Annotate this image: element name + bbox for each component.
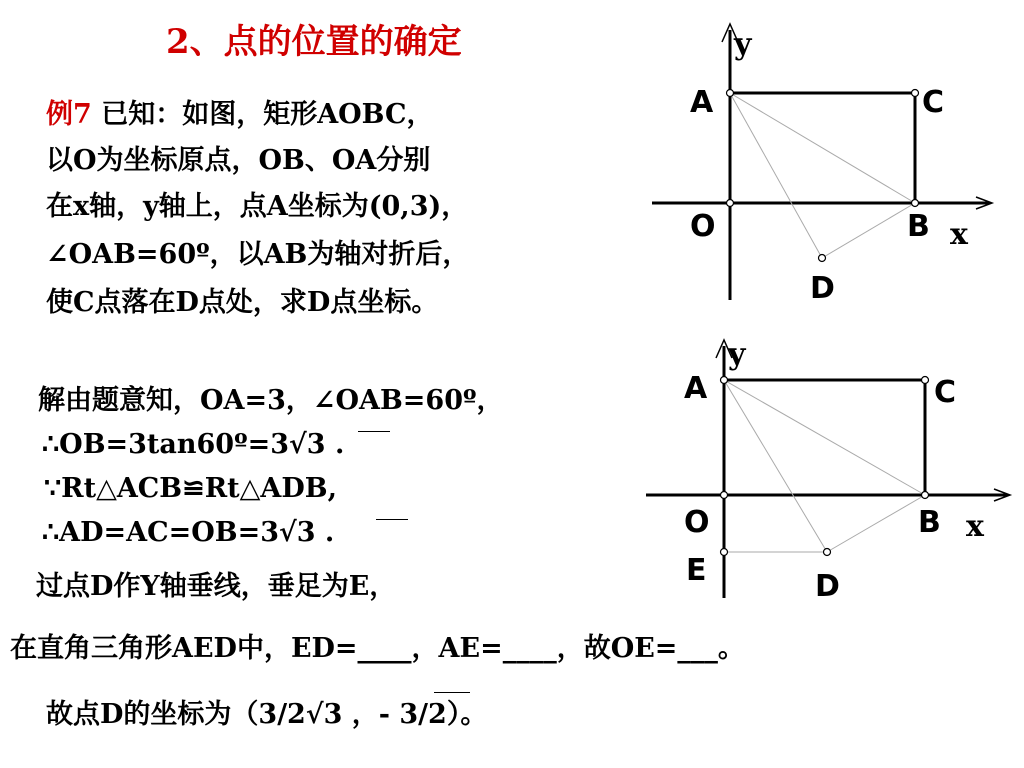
solution-line-3: ∵Rt△ACB≌Rt△ADB,	[44, 473, 337, 504]
bottom-label-e: E	[686, 553, 707, 588]
bottom-label-b: B	[918, 505, 941, 540]
bottom-point-e	[721, 549, 728, 556]
top-label-d: D	[810, 271, 835, 306]
bottom-point-a	[721, 377, 728, 384]
solution-line-7: 故点D的坐标为（3/2√3 ，- 3/2）。	[46, 699, 488, 730]
bottom-label-d: D	[815, 569, 840, 604]
bottom-fold-ab	[724, 380, 925, 495]
top-label-a: A	[690, 85, 714, 120]
example-line-4: ∠OAB=60º，以AB为轴对折后，	[46, 239, 470, 270]
top-label-y: y	[734, 27, 752, 62]
bottom-label-x: x	[966, 509, 984, 544]
example-line-3: 在x轴，y轴上，点A坐标为(0,3)，	[46, 191, 469, 222]
solution-line-2: ∴OB=3tan60º=3√3 .	[42, 429, 345, 460]
solution-line-6: 在直角三角形AED中，ED=____，AE=____，故OE=___。	[10, 633, 745, 664]
solution-line-1: 解由题意知，OA=3，∠OAB=60º，	[38, 385, 504, 416]
bottom-fold-ad	[724, 380, 827, 552]
bottom-label-a: A	[684, 371, 708, 406]
bottom-label-y: y	[728, 337, 746, 372]
solution-line-4: ∴AD=AC=OB=3√3 .	[42, 517, 335, 548]
example-line-2: 以O为坐标原点，OB、OA分别	[46, 145, 431, 176]
bottom-fold-db	[827, 495, 925, 552]
page-title: 2、点的位置的确定	[166, 22, 462, 62]
bottom-label-c: C	[934, 375, 957, 410]
top-label-b: B	[907, 209, 930, 244]
example-line-5: 使C点落在D点处，求D点坐标。	[46, 287, 439, 318]
example-text-1: 已知：如图，矩形AOBC，	[101, 99, 434, 130]
top-label-c: C	[922, 85, 945, 120]
bottom-point-d	[824, 549, 831, 556]
top-label-o: O	[690, 209, 716, 244]
top-label-x: x	[950, 217, 968, 252]
bottom-point-b	[922, 492, 929, 499]
bottom-point-o	[721, 492, 728, 499]
example-label: 例7	[46, 99, 92, 130]
bottom-label-o: O	[684, 505, 710, 540]
solution-line-5: 过点D作Y轴垂线，垂足为E，	[36, 571, 397, 602]
bottom-point-c	[922, 377, 929, 384]
